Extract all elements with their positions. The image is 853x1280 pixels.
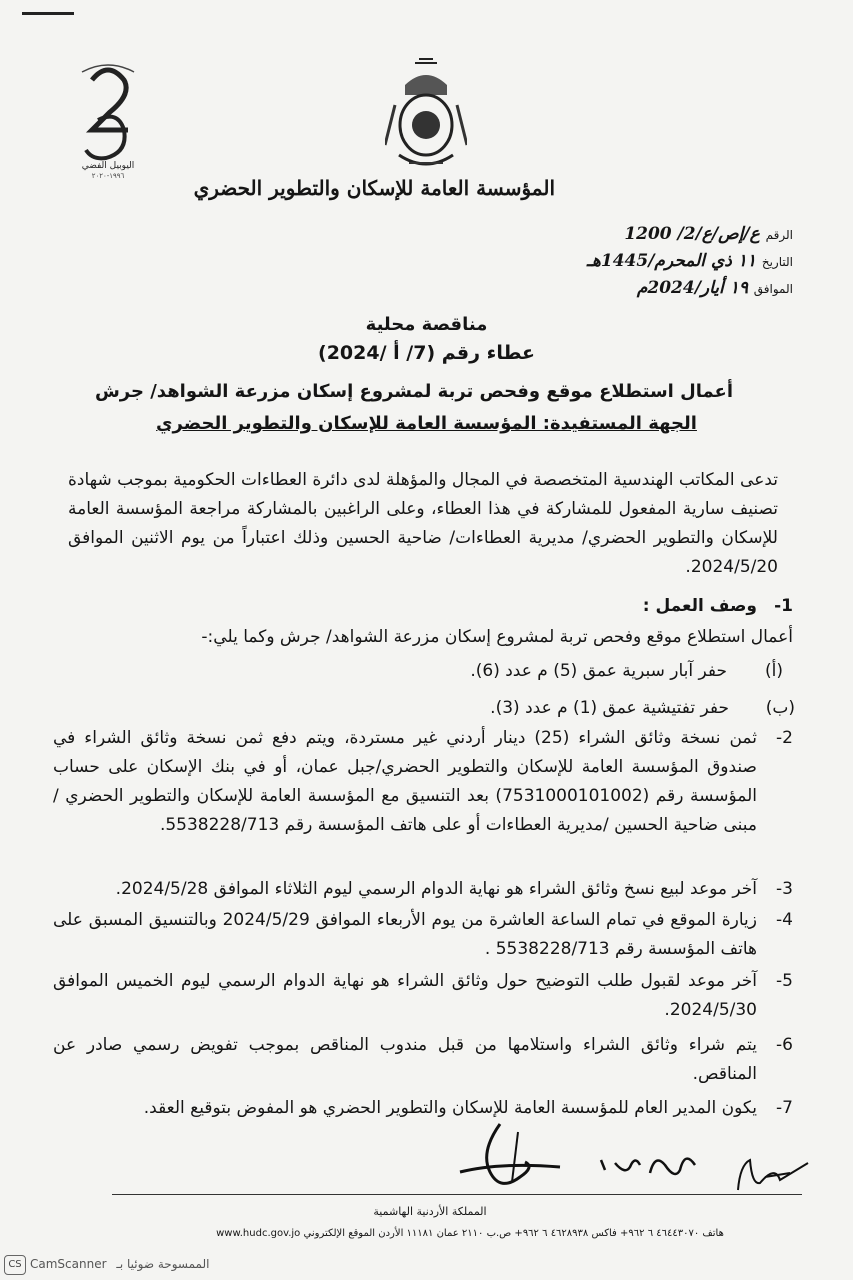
signature-main <box>440 1122 570 1194</box>
footer-contact: هاتف ٤٦٤٤٣٠٧٠ ٦ ٩٦٢+ فاكس ٤٦٢٨٩٣٨ ٦ ٩٦٢+ ص.ب ٢١١٠ عمان ١١١٨١ الأردن الموقع الإلكتروني www.hudc.gov.jo <box>216 1228 724 1239</box>
item-text: آخر موعد لبيع نسخ وثائق الشراء هو نهاية الدوام الرسمي ليوم الثلاثاء الموافق 2024/5/28. <box>115 879 757 899</box>
item-number: 5- <box>776 971 793 991</box>
item-number: 1- <box>774 596 793 616</box>
item-text: أعمال استطلاع موقع وفحص تربة لمشروع إسكان مزرعة الشواهد/ جرش وكما يلي:- <box>201 627 793 647</box>
beneficiary-text: الجهة المستفيدة: المؤسسة العامة للإسكان والتطوير الحضري <box>156 413 697 434</box>
reference-number <box>624 224 793 244</box>
item-text: ثمن نسخة وثائق الشراء (25) دينار أردني غير مستردة، ويتم دفع ثمن نسخة وثائق الشراء في صندوق المؤسسة العامة للإسكان والتطوير الحضري/جبل عمان، أو في بنك الإسكان على حساب المؤسسة رقم (7531000101002) بعد التنسيق مع المؤسسة العامة للإسكان والتطوير الحضري /مبنى ضاحية الحسين /مديرية العطاءات أو على هاتف المؤسسة رقم 5538228/713. <box>53 728 757 835</box>
anniversary-logo <box>62 60 154 180</box>
organization-name: المؤسسة العامة للإسكان والتطوير الحضري <box>193 176 555 200</box>
tender-type-title: مناقصة محلية <box>365 314 488 335</box>
svg-text:اليوبيل الفضي: اليوبيل الفضي <box>81 161 135 171</box>
item-a <box>43 657 783 686</box>
item-text: يتم شراء وثائق الشراء واستلامها من قبل مندوب المناقص بموجب تفويض رسمي صادر عن المناقص. <box>53 1035 757 1084</box>
camscanner-label: CamScanner <box>30 1257 107 1271</box>
svg-text:١٩٩٦-٢٠٢٠: ١٩٩٦-٢٠٢٠ <box>91 172 125 180</box>
reference-label: الرقم <box>765 228 793 242</box>
item-7 <box>53 1094 793 1123</box>
item-3 <box>53 875 793 904</box>
footer-rule <box>112 1194 802 1195</box>
item-number: 6- <box>776 1035 793 1055</box>
item-number: (ب) <box>765 698 795 718</box>
work-description <box>53 623 793 652</box>
jordan-coat-of-arms <box>385 55 467 180</box>
item-text: يكون المدير العام للمؤسسة العامة للإسكان والتطوير الحضري هو المفوض بتوقيع العقد. <box>143 1098 757 1118</box>
item-number: 2- <box>776 728 793 748</box>
item-5 <box>53 967 793 1025</box>
intro-paragraph: تدعى المكاتب الهندسية المتخصصة في المجال والمؤهلة لدى دائرة العطاءات الحكومية بموجب شهادة تصنيف سارية المفعول للمشاركة في هذا العطاء، وعلى الراغبين بالمشاركة مراجعة المؤسسة العامة للإسكان والتطوير الحضري/ مديرية العطاءات/ ضاحية الحسين وذلك اعتباراً من يوم الاثنين الموافق 2024/5/20. <box>68 470 778 577</box>
signature-initials <box>595 1145 705 1185</box>
tender-subject: أعمال استطلاع موقع وفحص تربة لمشروع إسكان مزرعة الشواهد/ جرش <box>94 381 733 402</box>
item-4 <box>53 906 793 964</box>
gregorian-date-value: ١٩ أيار/2024م <box>636 278 748 298</box>
top-edge-mark <box>22 12 74 15</box>
item-text: وصف العمل : <box>642 596 757 616</box>
item-number: (أ) <box>765 661 783 681</box>
date-label: التاريخ <box>761 255 793 269</box>
item-6 <box>53 1031 793 1089</box>
item-text: آخر موعد لقبول طلب التوضيح حول وثائق الشراء هو نهاية الدوام الرسمي ليوم الخميس الموافق 2024/5/30. <box>53 971 757 1020</box>
item-text: زيارة الموقع في تمام الساعة العاشرة من يوم الأربعاء الموافق 2024/5/29 وبالتنسيق المسبق على هاتف المؤسسة رقم 5538228/713 . <box>53 910 757 959</box>
item-2 <box>53 724 793 840</box>
footer-country: المملكة الأردنية الهاشمية <box>373 1205 487 1218</box>
item-number: 3- <box>776 879 793 899</box>
item-text: حفر تفتيشية عمق (1) م عدد (3). <box>490 698 729 718</box>
item-b <box>55 694 795 723</box>
item-text: حفر آبار سبرية عمق (5) م عدد (6). <box>470 661 727 681</box>
beneficiary <box>120 413 733 434</box>
camscanner-prefix: الممسوحة ضوئيا بـ <box>116 1257 210 1271</box>
reference-value: ع/إص/ع/2/ 1200 <box>624 224 760 244</box>
camscanner-icon: CS <box>4 1255 26 1275</box>
gregorian-date <box>637 278 793 298</box>
item-number: 4- <box>776 910 793 930</box>
hijri-date <box>587 251 793 271</box>
hijri-date-value: ١١ ذي المحرم/1445هـ <box>586 251 757 271</box>
item-1-heading <box>53 592 793 621</box>
signature-secondary <box>730 1155 810 1195</box>
gregorian-label: الموافق <box>753 282 793 296</box>
camscanner-watermark <box>30 1257 209 1271</box>
tender-number: عطاء رقم (7/ أ /2024) <box>318 342 535 364</box>
item-number: 7- <box>776 1098 793 1118</box>
